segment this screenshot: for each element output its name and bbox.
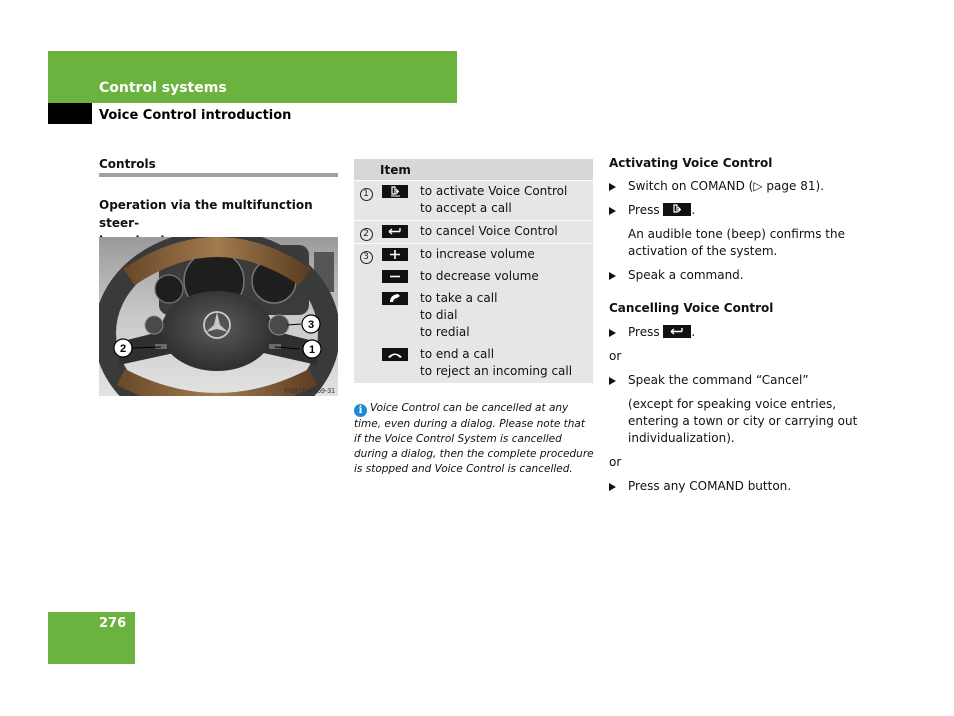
phone-accept-icon (382, 292, 408, 305)
controls-table (354, 159, 593, 383)
header-marker (48, 103, 92, 124)
table-row: to decrease volume (354, 266, 593, 288)
info-note: i Voice Control can be cancelled at any time, even during a dialog. Please note that if the Voice Control System is cancelled during a dialog, then the complete procedure is stopped and Voice Control is cancelled. (354, 402, 594, 475)
or-text: or (609, 455, 622, 469)
row-number: 3 (360, 251, 373, 264)
bullet-arrow-icon (609, 272, 616, 280)
step-detail: (except for speaking voice entries, entering a town or city or carrying out individualization). (628, 397, 858, 445)
svg-text:1: 1 (308, 344, 316, 356)
callout-2 (114, 339, 132, 357)
bullet-arrow-icon (609, 183, 616, 191)
row-number: 1 (360, 188, 373, 201)
table-header-row (354, 159, 593, 181)
section-title: Voice Control introduction (99, 108, 292, 123)
back-icon (382, 225, 408, 238)
figure-code: P68.00-4569-31 (284, 388, 335, 395)
plus-icon (382, 248, 408, 261)
bullet-arrow-icon (609, 207, 616, 215)
phone-end-icon (382, 348, 408, 361)
page-number: 276 (99, 616, 127, 631)
page-ref-arrow-icon: ▷ (753, 179, 763, 193)
operation-subheading: Operation via the multifunction steer- (99, 198, 313, 230)
list-item: Speak a command. (609, 267, 859, 284)
steering-wheel-figure (99, 237, 338, 396)
callout-3 (302, 315, 320, 333)
svg-text:3: 3 (307, 319, 315, 331)
back-icon (663, 325, 691, 338)
table-header-item: Item (378, 159, 593, 181)
bullet-arrow-icon (609, 483, 616, 491)
svg-text:2: 2 (119, 343, 127, 355)
minus-icon (382, 270, 408, 283)
row-number: 2 (360, 228, 373, 241)
info-icon: i (354, 404, 367, 417)
list-item: Speak the command “Cancel” (609, 372, 859, 389)
activating-heading: Activating Voice Control (609, 156, 773, 170)
table-row: to take a call to dial to redial (354, 288, 593, 344)
voice-control-icon (663, 203, 691, 216)
heading-rule (99, 173, 338, 177)
list-item: Switch on COMAND (▷ page 81). (609, 178, 859, 195)
table-row: 3 to increase volume (354, 244, 593, 267)
bullet-arrow-icon (609, 377, 616, 385)
table-row: 1 to activate Voice Control to accept a call (354, 181, 593, 221)
or-text: or (609, 349, 622, 363)
instructions-column (609, 155, 859, 495)
chapter-title: Control systems (99, 80, 227, 96)
list-item: Press . (609, 202, 859, 219)
table-row: to end a call to reject an incoming call (354, 344, 593, 383)
steering-wheel-illustration (99, 237, 338, 396)
list-item: Press . (609, 324, 859, 341)
callout-1 (303, 340, 321, 358)
table-row: 2 to cancel Voice Control (354, 221, 593, 244)
controls-heading: Controls (99, 157, 156, 171)
cancelling-heading: Cancelling Voice Control (609, 301, 774, 315)
list-item: Press any COMAND button. (609, 478, 859, 495)
step-detail: An audible tone (beep) confirms the activation of the system. (628, 227, 845, 258)
bullet-arrow-icon (609, 329, 616, 337)
voice-control-icon (382, 185, 408, 198)
